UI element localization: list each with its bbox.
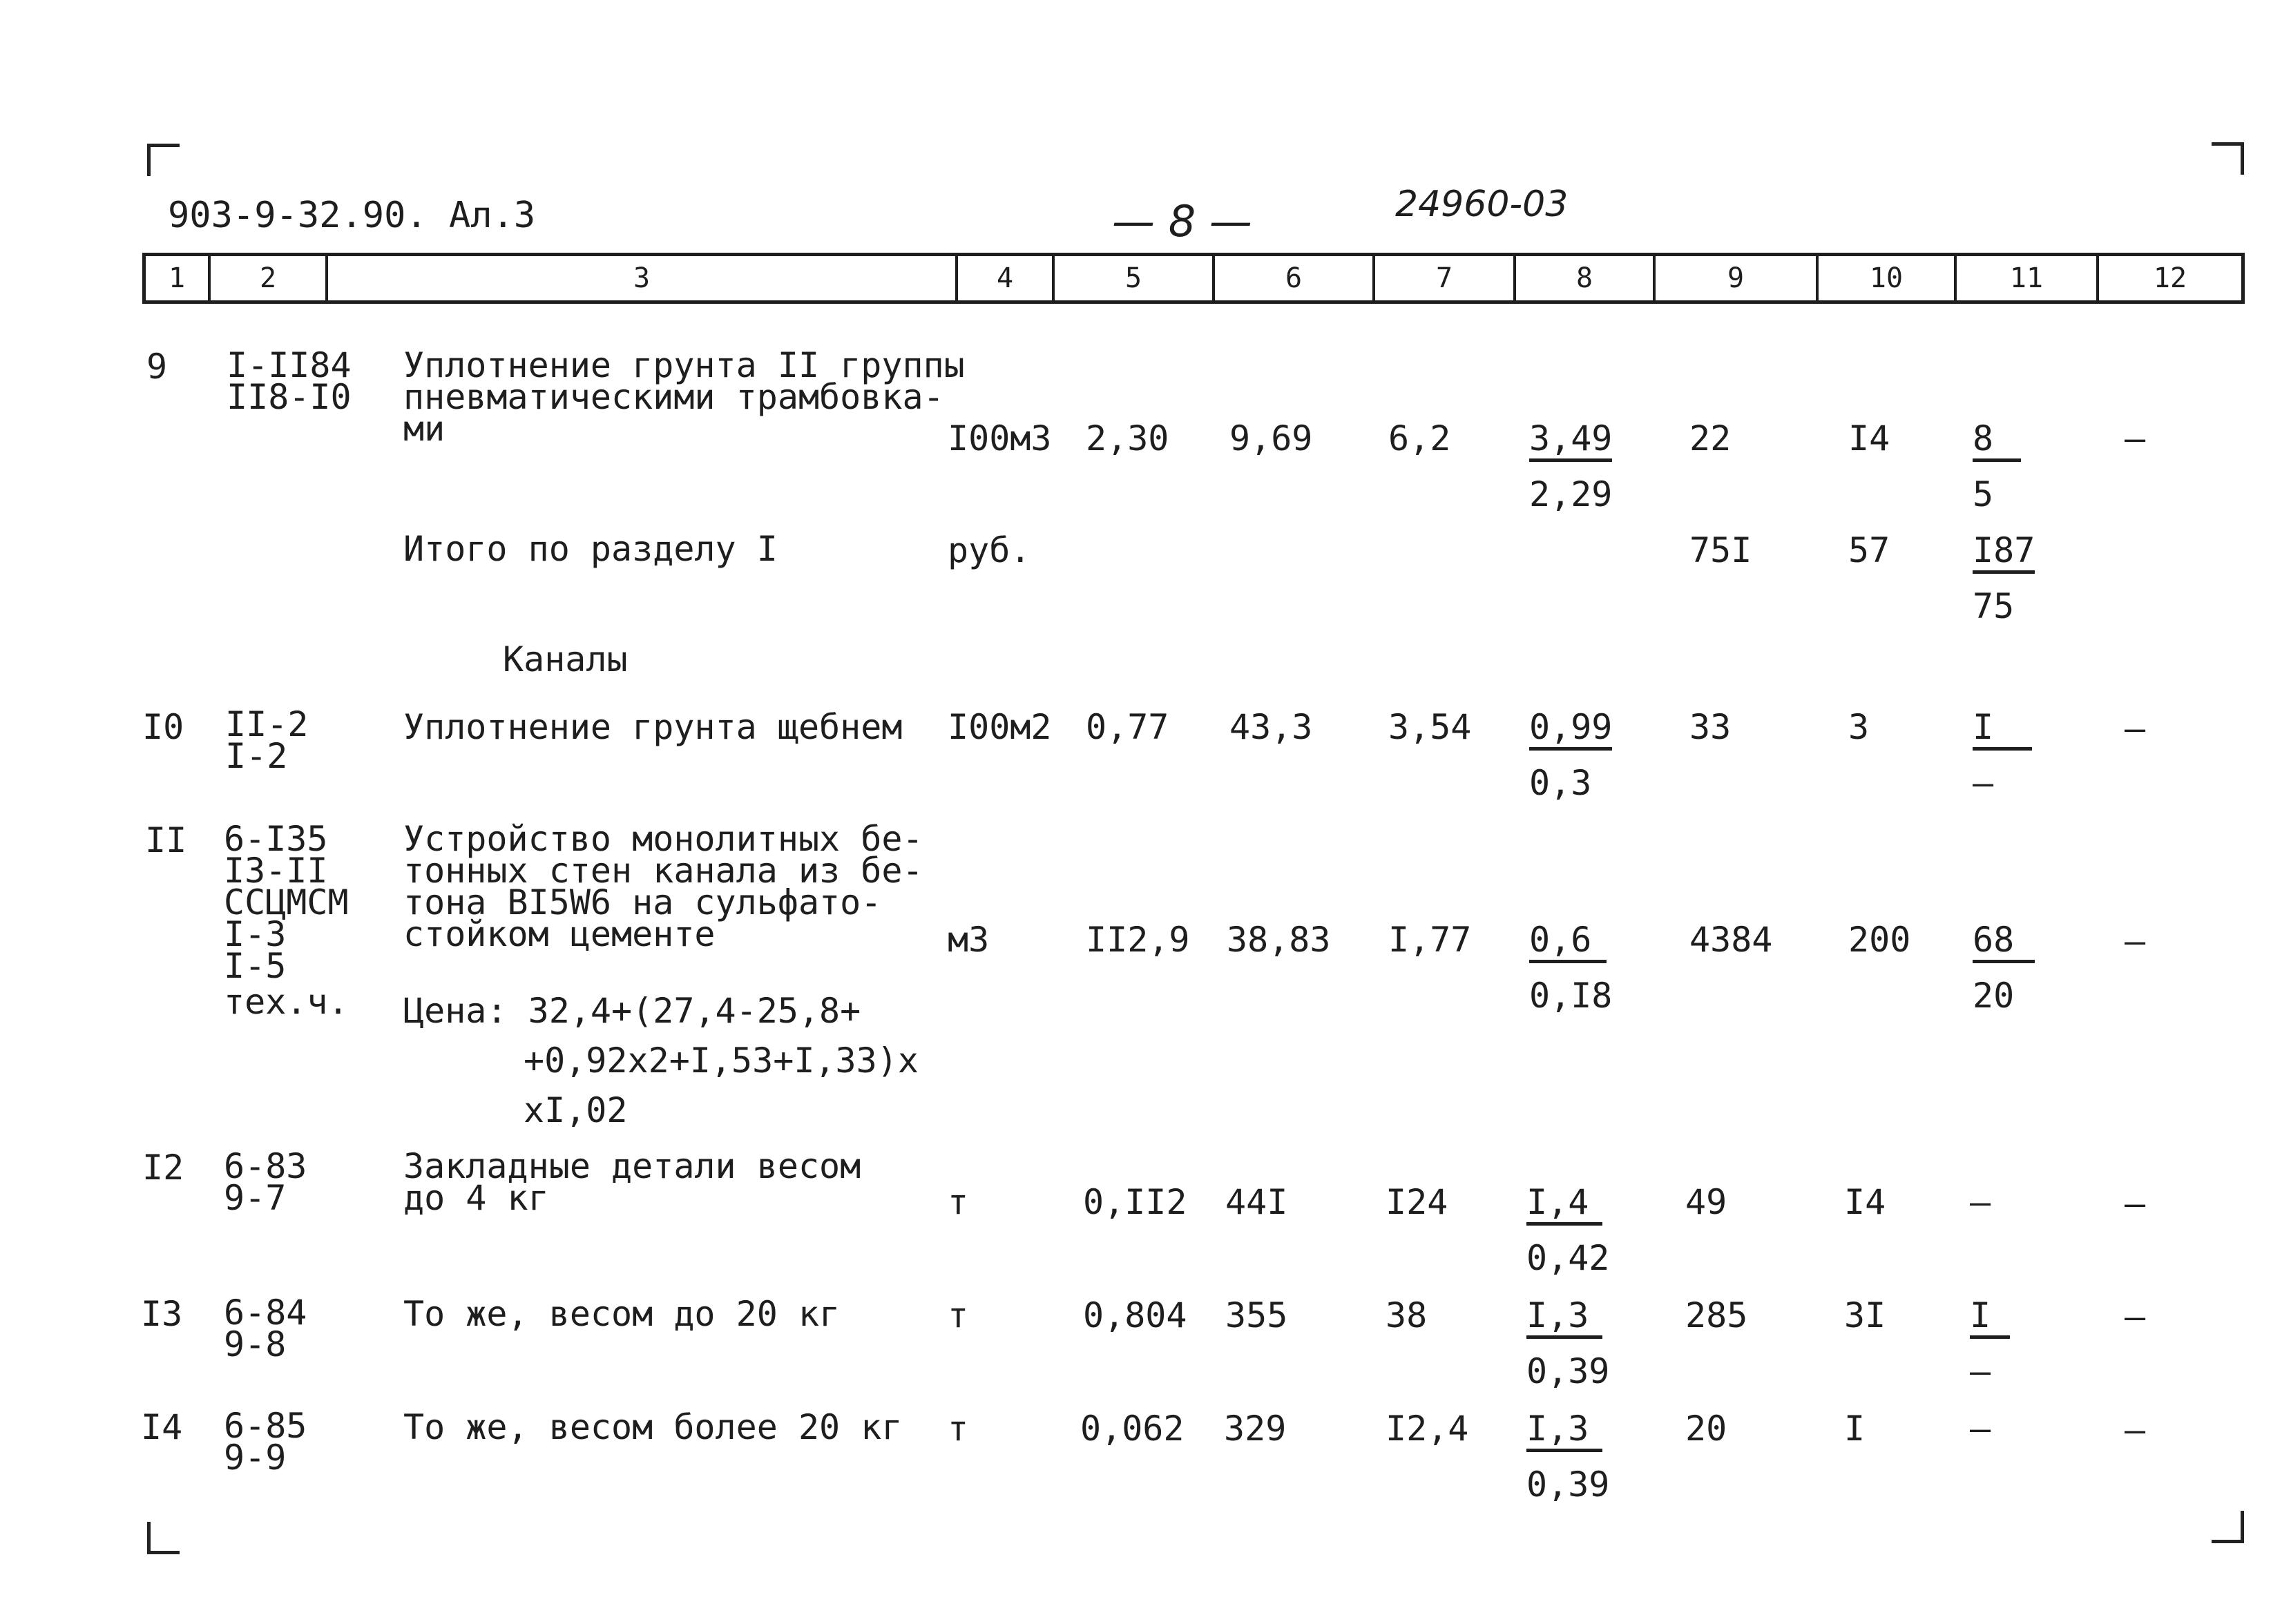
norm-code: II-2 I-2 bbox=[225, 704, 309, 776]
col9-value: 33 bbox=[1689, 707, 1732, 747]
work-description: Закладные детали весом до 4 кг bbox=[403, 1146, 861, 1218]
col8-fraction: $\frac{I,3}{0,39}$ bbox=[1526, 1409, 1610, 1505]
row-number: II bbox=[145, 820, 187, 860]
quantity: 0,804 bbox=[1083, 1295, 1187, 1335]
column-header: 10 bbox=[1816, 256, 1954, 300]
section-title: Каналы bbox=[503, 639, 628, 679]
col8-fraction: $\frac{0,99}{0,3}$ bbox=[1529, 707, 1613, 803]
col7-value: I2,4 bbox=[1386, 1409, 1469, 1449]
col9-value: 75I bbox=[1689, 530, 1752, 570]
row-number: I4 bbox=[141, 1407, 183, 1447]
col12-value: – bbox=[2125, 418, 2146, 458]
unit-price: 9,69 bbox=[1229, 418, 1313, 458]
page-number: — 8 — bbox=[1112, 196, 1252, 246]
col12-value: – bbox=[2125, 1297, 2146, 1337]
work-description: Уплотнение грунта щебнем bbox=[403, 707, 903, 747]
col10-value: 3I bbox=[1844, 1295, 1886, 1335]
col9-value: 4384 bbox=[1689, 920, 1773, 960]
norm-code: I-II84 II8-I0 bbox=[227, 345, 352, 417]
row-number: I0 bbox=[142, 707, 184, 747]
col9-value: 285 bbox=[1685, 1295, 1748, 1335]
corner-mark-bottom-right bbox=[2212, 1511, 2244, 1543]
quantity: 0,II2 bbox=[1083, 1182, 1187, 1222]
row-number: I3 bbox=[141, 1294, 183, 1334]
column-header: 1 bbox=[168, 262, 186, 294]
col7-value: I24 bbox=[1386, 1182, 1448, 1222]
col11-fraction: $\frac{8}{5}$ bbox=[1973, 421, 2021, 512]
col12-value: – bbox=[2125, 708, 2146, 748]
unit-price: 44I bbox=[1225, 1182, 1288, 1222]
col8-fraction: $\frac{I,4}{0,42}$ bbox=[1526, 1182, 1610, 1278]
col8-fraction: $\frac{I,3}{0,39}$ bbox=[1526, 1295, 1610, 1391]
unit: м3 bbox=[948, 920, 990, 960]
unit: руб. bbox=[948, 530, 1031, 570]
unit: т bbox=[948, 1295, 969, 1335]
col10-value: I bbox=[1844, 1409, 1866, 1449]
quantity: 2,30 bbox=[1086, 418, 1169, 458]
col12-value: – bbox=[2125, 921, 2146, 961]
price-formula: Цена: 32,4+(27,4-25,8+ +0,92x2+I,53+I,33)x xI,02 bbox=[403, 991, 919, 1130]
column-header: 5 bbox=[1052, 256, 1212, 300]
col7-value: 38 bbox=[1386, 1295, 1428, 1335]
norm-code: 6-83 9-7 bbox=[224, 1146, 307, 1218]
col9-value: 49 bbox=[1685, 1182, 1727, 1222]
column-header: 9 bbox=[1653, 256, 1816, 300]
norm-code: 6-I35 I3-II ССЦМСМ I-3 I-5 тех.ч. bbox=[224, 819, 349, 1022]
col8-fraction: $\frac{3,49}{2,29}$ bbox=[1529, 418, 1613, 514]
col10-value: 200 bbox=[1848, 920, 1911, 960]
corner-mark-top-left bbox=[147, 144, 180, 176]
document-code: 903-9-32.90. Ал.3 bbox=[168, 195, 536, 236]
unit-price: 38,83 bbox=[1227, 920, 1331, 960]
col11-value: – bbox=[1970, 1409, 1991, 1449]
work-description: Устройство монолитных бе- тонных стен канала из бе- тона BI5W6 на сульфато- стойком цементе bbox=[403, 819, 923, 954]
column-header: 11 bbox=[1954, 256, 2096, 300]
col11-fraction: $\frac{I87}{75}$ bbox=[1973, 530, 2035, 626]
unit: I00м3 bbox=[948, 418, 1052, 458]
col8-fraction: $\frac{0,6}{0,I8}$ bbox=[1529, 920, 1613, 1016]
col10-value: I4 bbox=[1848, 418, 1890, 458]
column-header: 7 bbox=[1372, 256, 1513, 300]
corner-mark-bottom-left bbox=[147, 1522, 180, 1554]
unit-price: 43,3 bbox=[1229, 707, 1313, 747]
total-label: Итого по разделу I bbox=[403, 529, 778, 569]
norm-code: 6-84 9-8 bbox=[224, 1293, 307, 1364]
col11-value: – bbox=[1970, 1182, 1991, 1222]
column-header: 8 bbox=[1513, 256, 1653, 300]
work-description: То же, весом до 20 кг bbox=[403, 1294, 841, 1334]
norm-code: 6-85 9-9 bbox=[224, 1406, 307, 1478]
inventory-number: 24960-03 bbox=[1395, 184, 1569, 225]
col10-value: 3 bbox=[1848, 707, 1870, 747]
unit: т bbox=[948, 1409, 969, 1449]
unit: I00м2 bbox=[948, 707, 1052, 747]
quantity: 0,062 bbox=[1080, 1409, 1185, 1449]
col7-value: I,77 bbox=[1388, 920, 1472, 960]
row-number: I2 bbox=[142, 1148, 184, 1188]
col12-value: – bbox=[2125, 1183, 2146, 1224]
column-header-row bbox=[142, 253, 2245, 304]
column-header: 4 bbox=[955, 256, 1052, 300]
unit: т bbox=[948, 1182, 969, 1222]
unit-price: 329 bbox=[1224, 1409, 1287, 1449]
col9-value: 22 bbox=[1689, 418, 1732, 458]
column-header: 12 bbox=[2096, 256, 2241, 300]
col7-value: 3,54 bbox=[1388, 707, 1472, 747]
row-number: 9 bbox=[146, 347, 168, 387]
col10-value: I4 bbox=[1844, 1182, 1886, 1222]
col10-value: 57 bbox=[1848, 530, 1890, 570]
work-description: Уплотнение грунта II группы пневматическими трамбовка- ми bbox=[403, 345, 965, 449]
quantity: II2,9 bbox=[1086, 920, 1190, 960]
col12-value: – bbox=[2125, 1410, 2146, 1450]
col11-fraction: I – bbox=[1973, 710, 2032, 800]
column-header: 3 bbox=[325, 256, 955, 300]
column-header: 6 bbox=[1212, 256, 1372, 300]
quantity: 0,77 bbox=[1086, 707, 1169, 747]
col7-value: 6,2 bbox=[1388, 418, 1451, 458]
work-description: То же, весом более 20 кг bbox=[403, 1407, 903, 1447]
col11-fraction: $\frac{68}{20}$ bbox=[1973, 922, 2035, 1013]
corner-mark-top-right bbox=[2212, 142, 2244, 175]
unit-price: 355 bbox=[1225, 1295, 1288, 1335]
col11-fraction: I – bbox=[1970, 1298, 2010, 1389]
col9-value: 20 bbox=[1685, 1409, 1727, 1449]
column-header: 2 bbox=[208, 256, 325, 300]
